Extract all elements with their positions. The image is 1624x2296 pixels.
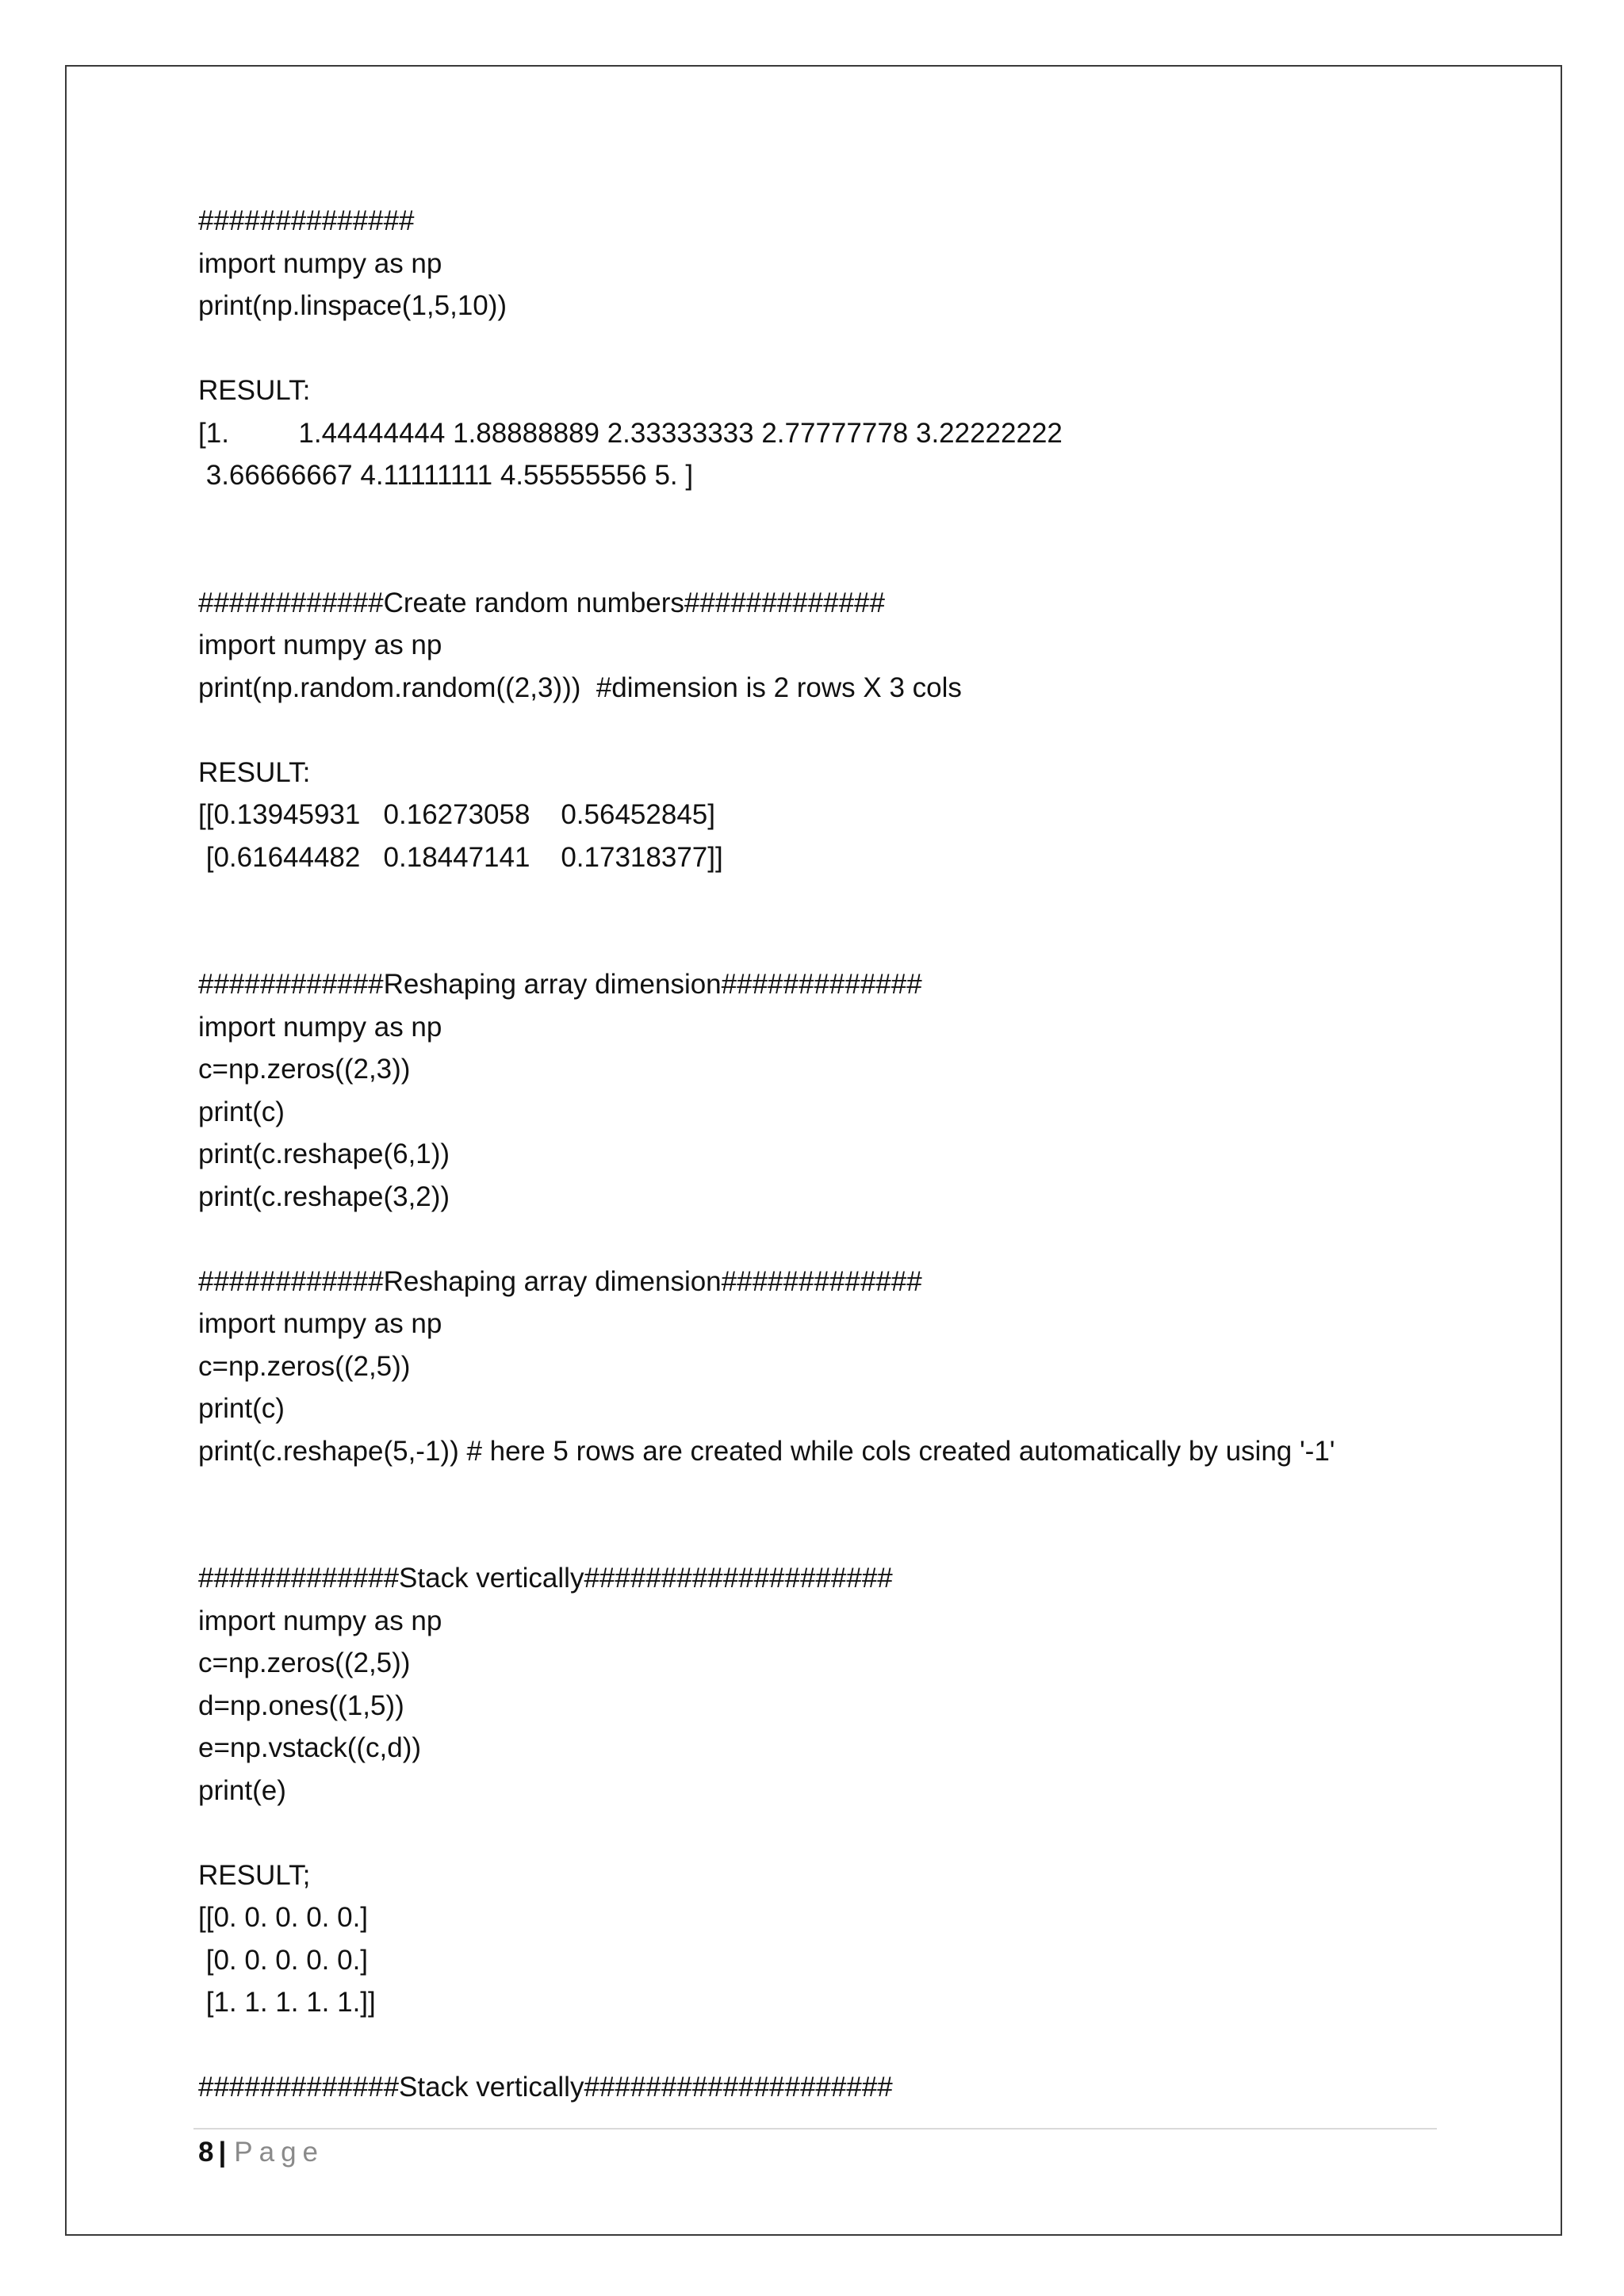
code-line: print(c) bbox=[198, 1096, 285, 1127]
code-line: c=np.zeros((2,5)) bbox=[198, 1647, 411, 1678]
blank-line bbox=[198, 2024, 1435, 2067]
blank-line bbox=[198, 1218, 1435, 1261]
result-line: [1. 1.44444444 1.88888889 2.33333333 2.77777778 3.22222222 bbox=[198, 417, 1063, 449]
code-line: import numpy as np bbox=[198, 1011, 442, 1043]
footer-separator: | bbox=[218, 2137, 227, 2168]
page-number: 8 bbox=[198, 2137, 214, 2168]
code-line: ############## bbox=[198, 205, 415, 236]
code-line: print(e) bbox=[198, 1774, 286, 1806]
code-line: c=np.zeros((2,3)) bbox=[198, 1054, 411, 1085]
page-label: Page bbox=[234, 2137, 325, 2168]
blank-line bbox=[198, 1812, 1435, 1854]
code-line: print(c.reshape(5,-1)) # here 5 rows are created while cols created automatically by using '-1' bbox=[198, 1435, 1335, 1467]
blank-line bbox=[198, 709, 1435, 752]
result-label: RESULT; bbox=[198, 1859, 311, 1891]
code-line: import numpy as np bbox=[198, 629, 442, 660]
page-footer bbox=[198, 2133, 324, 2172]
code-line: print(c) bbox=[198, 1393, 285, 1424]
result-label: RESULT: bbox=[198, 756, 311, 788]
blank-line bbox=[198, 539, 1435, 582]
code-line: e=np.vstack((c,d)) bbox=[198, 1732, 422, 1763]
code-line: print(c.reshape(6,1)) bbox=[198, 1138, 450, 1169]
section-heading: ############Reshaping array dimension############# bbox=[198, 969, 922, 1000]
section-heading: #############Stack vertically#################### bbox=[198, 2072, 893, 2103]
code-line: print(np.linspace(1,5,10)) bbox=[198, 290, 508, 321]
code-line: print(c.reshape(3,2)) bbox=[198, 1181, 450, 1212]
blank-line bbox=[198, 878, 1435, 921]
section-heading: ############Create random numbers############# bbox=[198, 587, 885, 618]
code-line: d=np.ones((1,5)) bbox=[198, 1689, 404, 1721]
code-line: import numpy as np bbox=[198, 1605, 442, 1636]
blank-line bbox=[198, 1472, 1435, 1515]
code-line: c=np.zeros((2,5)) bbox=[198, 1350, 411, 1382]
result-line: [[0. 0. 0. 0. 0.] bbox=[198, 1902, 369, 1933]
result-label: RESULT: bbox=[198, 375, 311, 406]
result-line: [0.61644482 0.18447141 0.17318377]] bbox=[198, 841, 723, 873]
footer-divider bbox=[193, 2128, 1437, 2130]
code-line: import numpy as np bbox=[198, 247, 442, 279]
code-line: print(np.random.random((2,3))) #dimension is 2 rows X 3 cols bbox=[198, 672, 962, 703]
blank-line bbox=[198, 497, 1435, 540]
result-line: [0. 0. 0. 0. 0.] bbox=[198, 1944, 369, 1976]
result-line: 3.66666667 4.11111111 4.55555556 5. ] bbox=[198, 460, 694, 491]
section-heading: ############Reshaping array dimension############# bbox=[198, 1265, 922, 1297]
section-heading: #############Stack vertically#################### bbox=[198, 1563, 893, 1594]
code-line: import numpy as np bbox=[198, 1308, 442, 1339]
blank-line bbox=[198, 921, 1435, 964]
blank-line bbox=[198, 1515, 1435, 1558]
blank-line bbox=[198, 327, 1435, 370]
document-body bbox=[198, 200, 1435, 2109]
result-line: [[0.13945931 0.16273058 0.56452845] bbox=[198, 799, 715, 830]
result-line: [1. 1. 1. 1. 1.]] bbox=[198, 1987, 376, 2018]
